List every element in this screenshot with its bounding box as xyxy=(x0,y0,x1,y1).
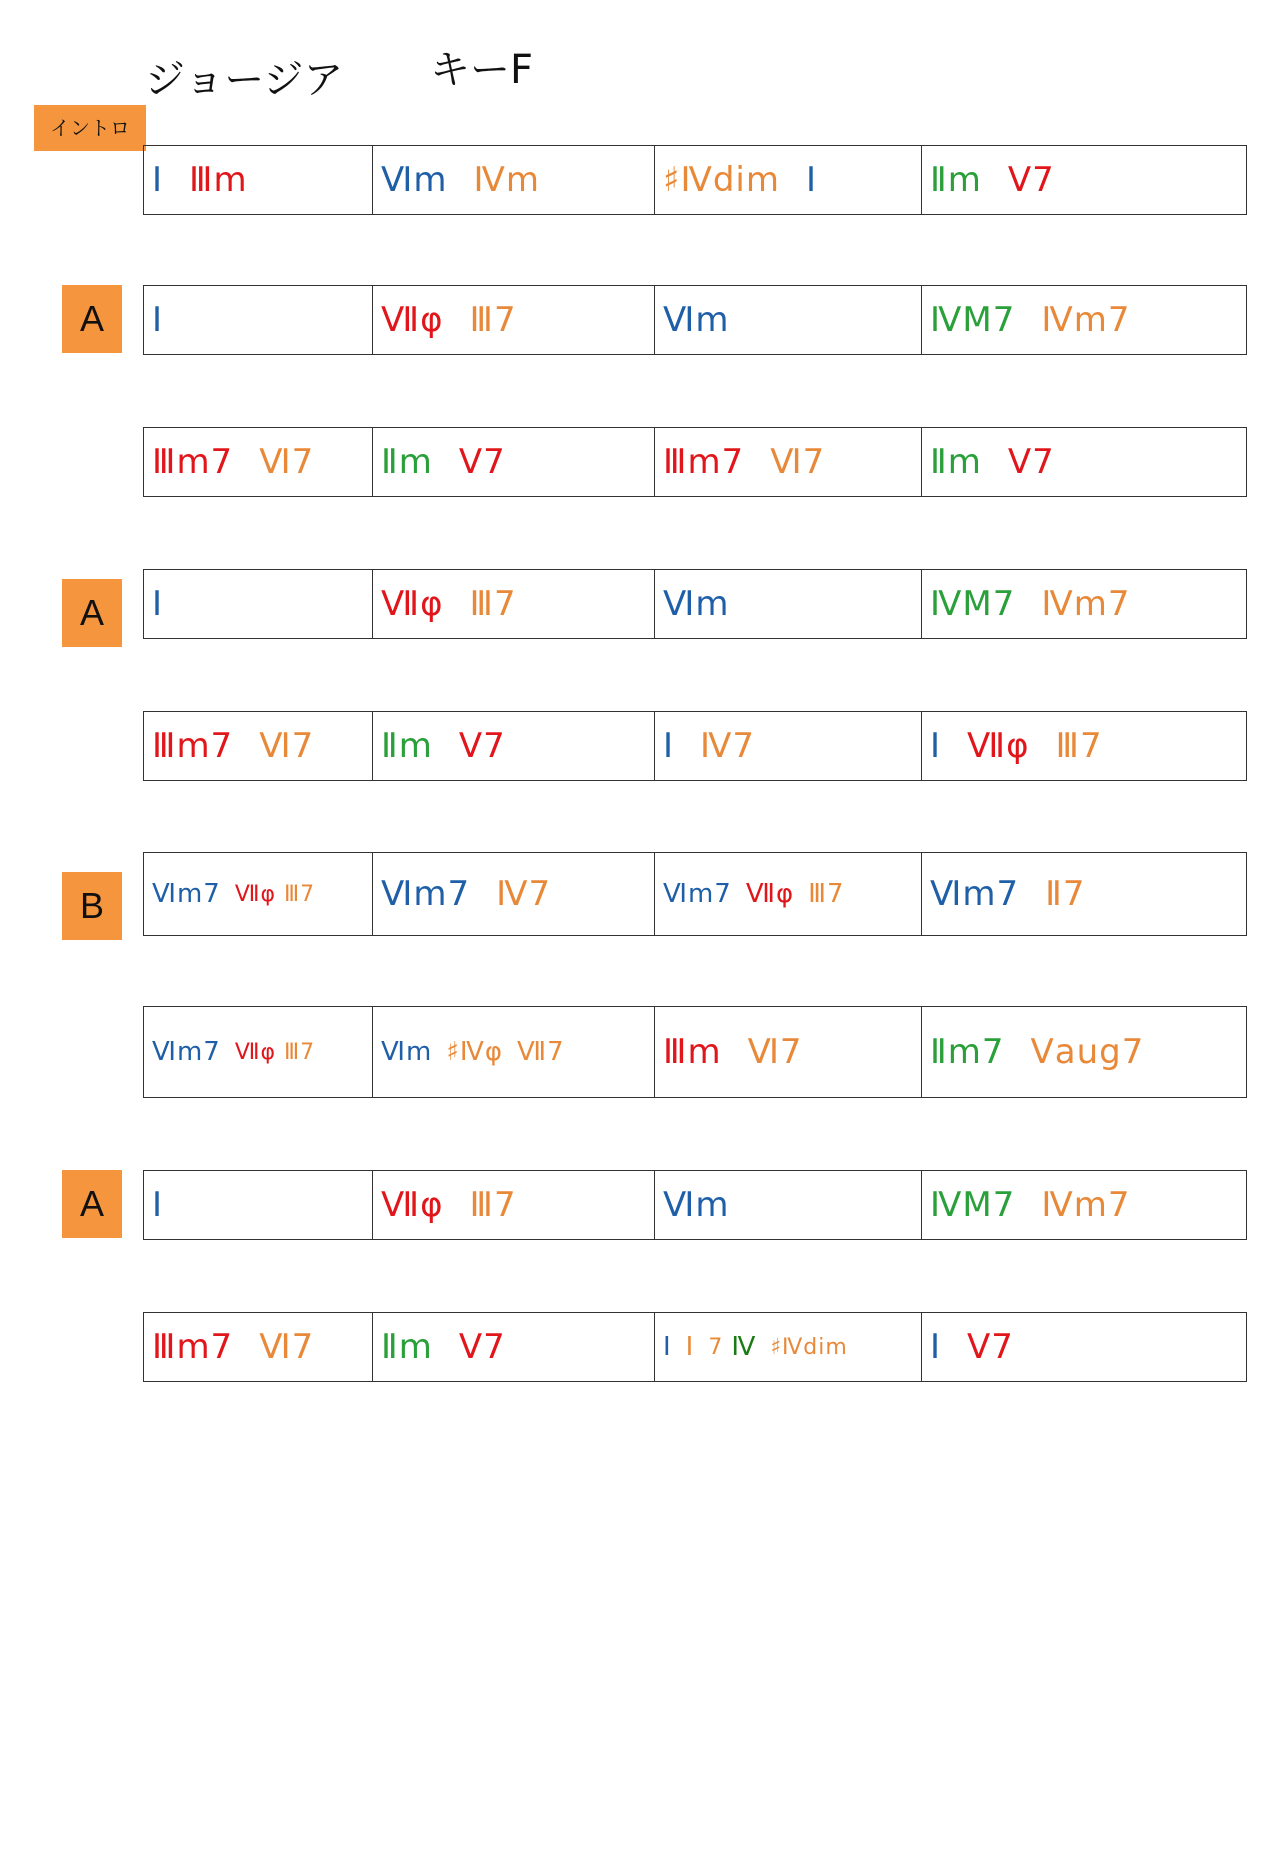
chord-symbol: ⅣM7 xyxy=(930,1185,1016,1225)
section-label: B xyxy=(62,872,122,940)
chord-symbol: Ⅰ xyxy=(152,1185,164,1225)
measure-cell xyxy=(144,146,373,214)
chord-symbol: Ⅶ7 xyxy=(517,1037,565,1067)
measure-cell xyxy=(922,1313,1246,1381)
measure-row xyxy=(143,1006,1247,1098)
chord-symbol: Ⅲ7 xyxy=(1055,726,1103,766)
section-label: A xyxy=(62,579,122,647)
chord-symbol: Ⅵm xyxy=(381,1037,433,1067)
measure-cell xyxy=(655,853,922,935)
measure-cell xyxy=(922,1171,1246,1239)
chord-symbol: Ⅶφ xyxy=(381,584,444,624)
chord-symbol: 7 xyxy=(708,1334,724,1360)
chord-symbol: Ⅴaug7 xyxy=(1030,1032,1145,1072)
chord-symbol: Ⅱm xyxy=(381,1327,433,1367)
chord-symbol: Ⅲm7 xyxy=(152,1327,234,1367)
chord-symbol: Ⅲm7 xyxy=(152,442,234,482)
chord-symbol: Ⅵm7 xyxy=(930,874,1020,914)
measure-cell xyxy=(655,428,922,496)
measure-cell xyxy=(144,1171,373,1239)
chord-symbol: Ⅵm xyxy=(381,160,448,200)
chord-symbol: Ⅴ7 xyxy=(458,442,506,482)
measure-cell xyxy=(655,1171,922,1239)
measure-cell xyxy=(922,146,1246,214)
measure-cell xyxy=(655,712,922,780)
chord-symbol: Ⅰ xyxy=(152,300,164,340)
measure-cell xyxy=(144,853,373,935)
measure-cell xyxy=(144,712,373,780)
measure-cell xyxy=(373,286,655,354)
chord-symbol: Ⅳm7 xyxy=(1041,1185,1131,1225)
intro-section-label: イントロ xyxy=(34,105,146,151)
chord-symbol: Ⅵm7 xyxy=(381,874,471,914)
measure-cell xyxy=(922,286,1246,354)
chord-symbol: ⅣM7 xyxy=(930,584,1016,624)
measure-cell xyxy=(922,1007,1246,1097)
measure-row xyxy=(143,285,1247,355)
chord-symbol: Ⅴ7 xyxy=(1007,160,1055,200)
chord-symbol: ♯Ⅳdim xyxy=(770,1334,848,1360)
song-title: ジョージア xyxy=(145,57,344,103)
measure-cell xyxy=(373,853,655,935)
measure-cell xyxy=(922,853,1246,935)
measure-row xyxy=(143,711,1247,781)
measure-cell xyxy=(922,570,1246,638)
chord-symbol: Ⅵm xyxy=(663,300,730,340)
measure-cell xyxy=(655,1313,922,1381)
chord-symbol: ⅣM7 xyxy=(930,300,1016,340)
chord-symbol: Ⅰ xyxy=(152,160,164,200)
chord-symbol: Ⅵ7 xyxy=(259,726,315,766)
chord-symbol: Ⅰ xyxy=(930,1327,942,1367)
chord-symbol: Ⅱ7 xyxy=(1045,874,1086,914)
chord-symbol: Ⅳ7 xyxy=(700,726,756,766)
chord-symbol: Ⅲm7 xyxy=(152,726,234,766)
measure-row xyxy=(143,569,1247,639)
chord-symbol: Ⅰ xyxy=(685,1332,695,1362)
section-label: A xyxy=(62,1170,122,1238)
chord-symbol: Ⅳm xyxy=(473,160,540,200)
chord-symbol: Ⅶφ xyxy=(234,881,277,907)
measure-row xyxy=(143,1312,1247,1382)
chord-symbol: Ⅲm xyxy=(663,1032,722,1072)
chord-symbol: Ⅲ7 xyxy=(469,300,517,340)
chord-symbol: Ⅱm xyxy=(381,442,433,482)
chord-symbol: Ⅴ7 xyxy=(458,1327,506,1367)
chord-symbol: Ⅵm7 xyxy=(152,1037,221,1067)
measure-row xyxy=(143,852,1247,936)
section-label: A xyxy=(62,285,122,353)
measure-cell xyxy=(922,712,1246,780)
chord-symbol: Ⅰ xyxy=(805,160,818,200)
key-label: キーF xyxy=(430,47,534,93)
chord-symbol: Ⅲ7 xyxy=(808,879,845,909)
measure-cell xyxy=(373,428,655,496)
chord-symbol: Ⅱm7 xyxy=(930,1032,1005,1072)
chord-symbol: Ⅰ xyxy=(663,1332,672,1362)
chord-symbol: ♯Ⅳφ xyxy=(446,1037,504,1067)
chord-symbol: ♯Ⅳdim xyxy=(663,160,780,200)
measure-cell xyxy=(144,286,373,354)
chord-symbol: Ⅲ7 xyxy=(469,584,517,624)
chord-symbol: Ⅲm7 xyxy=(663,442,745,482)
chord-symbol: Ⅱm xyxy=(930,442,982,482)
chord-symbol: Ⅶφ xyxy=(234,1039,277,1065)
chord-symbol: Ⅳm7 xyxy=(1041,584,1131,624)
measure-row xyxy=(143,1170,1247,1240)
chord-symbol: Ⅶφ xyxy=(745,879,795,909)
measure-cell xyxy=(655,570,922,638)
measure-cell xyxy=(144,1007,373,1097)
chord-symbol: Ⅳ xyxy=(731,1332,757,1362)
chord-symbol: Ⅰ xyxy=(152,584,164,624)
measure-cell xyxy=(144,1313,373,1381)
measure-cell xyxy=(655,146,922,214)
measure-cell xyxy=(373,146,655,214)
measure-cell xyxy=(373,1171,655,1239)
chord-symbol: Ⅳm7 xyxy=(1041,300,1131,340)
chord-symbol: Ⅲm xyxy=(189,160,248,200)
measure-cell xyxy=(655,286,922,354)
chord-symbol: Ⅵ7 xyxy=(259,442,315,482)
chord-symbol: Ⅵ7 xyxy=(747,1032,803,1072)
chord-symbol: Ⅶφ xyxy=(381,300,444,340)
chord-symbol: Ⅵm7 xyxy=(663,879,732,909)
measure-cell xyxy=(373,712,655,780)
chord-symbol: Ⅶφ xyxy=(381,1185,444,1225)
chord-symbol: Ⅵm7 xyxy=(152,879,221,909)
chord-symbol: Ⅱm xyxy=(381,726,433,766)
chord-symbol: Ⅰ xyxy=(930,726,942,766)
chord-symbol: Ⅲ7 xyxy=(469,1185,517,1225)
measure-cell xyxy=(373,570,655,638)
chord-symbol: Ⅳ7 xyxy=(496,874,552,914)
chord-symbol: Ⅲ7 xyxy=(284,881,316,907)
measure-cell xyxy=(922,428,1246,496)
measure-cell xyxy=(144,570,373,638)
chord-symbol: Ⅵ7 xyxy=(770,442,826,482)
measure-cell xyxy=(373,1313,655,1381)
chord-symbol: Ⅴ7 xyxy=(458,726,506,766)
chord-symbol: Ⅵm xyxy=(663,1185,730,1225)
chord-symbol: Ⅵm xyxy=(663,584,730,624)
chord-symbol: Ⅴ7 xyxy=(967,1327,1014,1367)
measure-cell xyxy=(373,1007,655,1097)
chord-symbol: Ⅵ7 xyxy=(259,1327,315,1367)
measure-row xyxy=(143,427,1247,497)
chord-symbol: Ⅱm xyxy=(930,160,982,200)
chord-symbol: Ⅰ xyxy=(663,726,675,766)
measure-cell xyxy=(144,428,373,496)
chord-symbol: Ⅶφ xyxy=(967,726,1030,766)
measure-row xyxy=(143,145,1247,215)
chord-symbol: Ⅲ7 xyxy=(284,1039,316,1065)
chord-symbol: Ⅴ7 xyxy=(1007,442,1055,482)
measure-cell xyxy=(655,1007,922,1097)
